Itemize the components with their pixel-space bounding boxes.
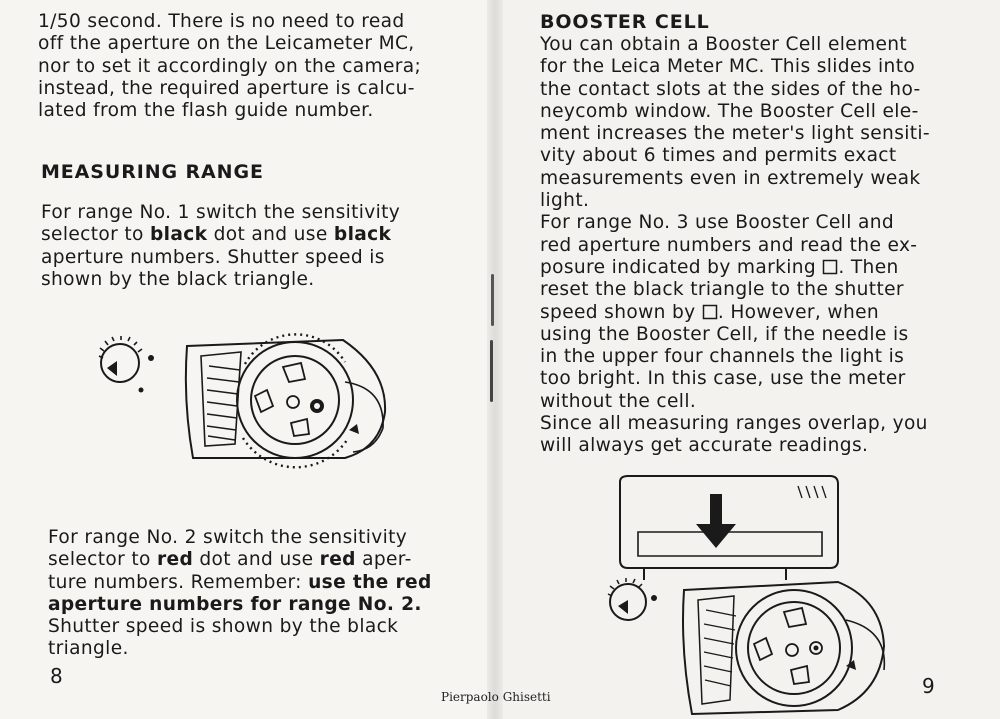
- text-line: 1/50 second. There is no need to read: [38, 11, 405, 32]
- text-line: For range No. 3 use Booster Cell and: [540, 212, 895, 234]
- text-line: neycomb window. The Booster Cell ele-: [540, 100, 919, 122]
- knob-outline: [101, 344, 139, 382]
- text-line: instead, the required aperture is calcu-: [38, 77, 415, 99]
- text-line: Since all measuring ranges overlap, you: [540, 413, 928, 435]
- text-line: for the Leica Meter MC. This slides into: [540, 56, 916, 78]
- text-line: too bright. In this case, use the meter: [540, 368, 906, 390]
- arrow-down-icon: [696, 494, 736, 548]
- text-line: posure indicated by marking . Then: [540, 256, 899, 278]
- text-line: reset the black triangle to the shutter: [540, 279, 904, 301]
- text-line: in the upper four channels the light is: [540, 346, 905, 368]
- text-line: aperture numbers for range No. 2.: [48, 593, 422, 615]
- text-line: will always get accurate readings.: [540, 435, 869, 457]
- text-line: aperture numbers. Shutter speed is: [41, 246, 385, 268]
- range2-paragraph: [48, 527, 432, 661]
- text-line: For range No. 2 switch the sensitivity: [48, 527, 408, 548]
- text-line: red aperture numbers and read the ex-: [540, 234, 918, 256]
- text-line: triangle.: [48, 638, 129, 660]
- text-line: measurements even in extremely weak: [540, 167, 921, 189]
- photo-credit: Pierpaolo Ghisetti: [441, 690, 551, 704]
- text-line: Shutter speed is shown by the black: [48, 616, 399, 638]
- text-line: lated from the flash guide number.: [38, 100, 374, 122]
- gutter-mark: [490, 340, 493, 402]
- page-number-right: 9: [922, 674, 935, 698]
- text-line: nor to set it accordingly on the camera;: [38, 55, 422, 77]
- square-marking-icon: [822, 259, 838, 275]
- text-line: using the Booster Cell, if the needle is: [540, 323, 909, 345]
- text-line: vity about 6 times and permits exact: [540, 145, 897, 167]
- measuring-range-heading: MEASURING RANGE: [41, 161, 264, 183]
- text-line: speed shown by . However, when: [540, 301, 880, 323]
- booster-cell-illustration: [598, 470, 908, 719]
- text-line: without the cell.: [540, 390, 697, 412]
- text-line: selector to red dot and use red aper-: [48, 549, 412, 571]
- intro-paragraph: [38, 11, 421, 122]
- text-line: For range No. 1 switch the sensitivity: [41, 202, 401, 223]
- range1-paragraph: [41, 202, 400, 291]
- booster-paragraph: [540, 34, 930, 458]
- text-line: off the aperture on the Leicameter MC,: [38, 33, 415, 55]
- text-line: ment increases the meter's light sensiti-: [540, 123, 930, 145]
- booster-cell-heading: BOOSTER CELL: [540, 11, 710, 33]
- page-number-left: 8: [50, 664, 63, 688]
- text-line: ture numbers. Remember: use the red: [48, 571, 432, 593]
- text-line: selector to black dot and use black: [41, 224, 392, 246]
- text-line: You can obtain a Booster Cell element: [540, 34, 908, 55]
- text-line: shown by the black triangle.: [41, 268, 315, 290]
- text-line: the contact slots at the sides of the ho-: [540, 78, 921, 100]
- text-line: light.: [540, 190, 590, 212]
- square-marking-icon: [702, 304, 718, 320]
- gutter-mark: [491, 274, 494, 326]
- light-meter-illustration: [95, 330, 395, 480]
